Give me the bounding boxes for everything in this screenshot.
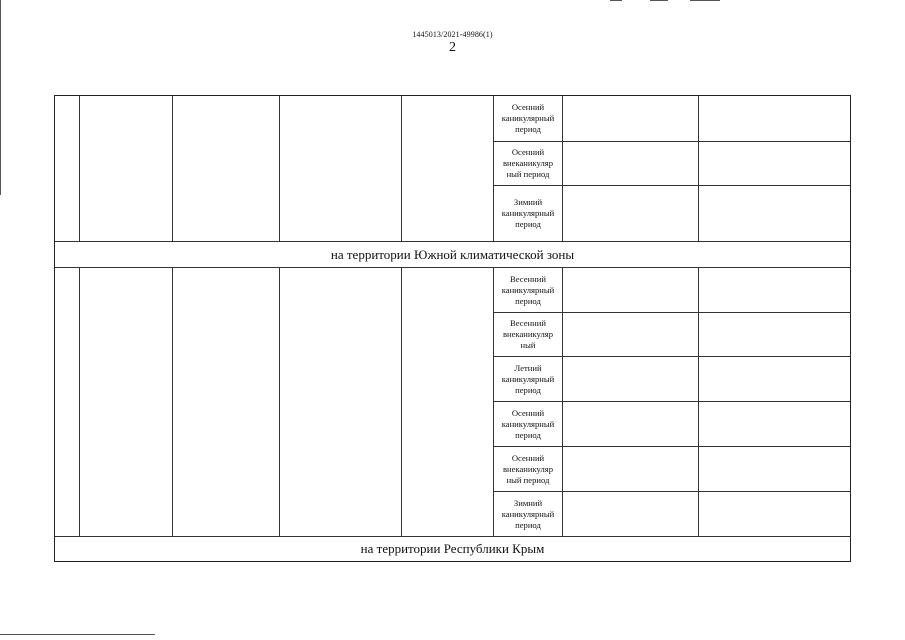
- period-line: каникулярный: [501, 208, 555, 218]
- period-line: Летний: [514, 362, 542, 373]
- period-line: период: [515, 295, 541, 306]
- period-line: период: [515, 384, 541, 395]
- period-line: Зимний: [513, 197, 543, 207]
- scan-edge-line: [0, 0, 1, 195]
- period-line: внеканикуляр: [502, 463, 554, 474]
- period-line: период: [515, 429, 541, 440]
- period-line: ный период: [506, 474, 550, 485]
- period-line: период: [515, 519, 541, 530]
- period-line: ный: [520, 340, 536, 350]
- period-cell: [494, 268, 562, 312]
- zone-heading-crimea: на территории Республики Крым: [360, 541, 545, 556]
- period-line: каникулярный: [501, 113, 555, 123]
- scan-edge-line: [690, 0, 720, 1]
- period-line: Осенний: [511, 102, 545, 112]
- period-cell: [494, 447, 562, 491]
- period-line: Зимний: [513, 497, 543, 508]
- period-line: Весенний: [510, 273, 546, 284]
- period-line: Весенний: [510, 318, 546, 328]
- period-line: каникулярный: [501, 418, 555, 429]
- period-cell: [494, 142, 562, 185]
- period-line: внеканикуляр: [502, 158, 554, 168]
- schedule-table: [54, 95, 851, 562]
- scan-edge-line: [0, 634, 155, 635]
- period-line: каникулярный: [501, 508, 555, 519]
- period-cell: [494, 492, 562, 536]
- scan-edge-line: [650, 0, 668, 1]
- period-line: Осенний: [511, 147, 545, 157]
- period-cell: [494, 186, 562, 241]
- period-line: период: [515, 219, 541, 229]
- period-line: Осенний: [511, 407, 545, 418]
- period-cell: [494, 402, 562, 446]
- period-line: период: [515, 124, 541, 134]
- period-cell: [494, 313, 562, 356]
- period-line: каникулярный: [501, 284, 555, 295]
- period-line: ный период: [506, 169, 550, 179]
- page-number: 2: [449, 40, 456, 55]
- scan-edge-line: [610, 0, 622, 1]
- period-line: внеканикуляр: [502, 329, 554, 339]
- period-cell: [494, 96, 562, 141]
- period-line: Осенний: [511, 452, 545, 463]
- period-cell: [494, 357, 562, 401]
- document-id: 1445013/2021-49986(1): [412, 30, 493, 39]
- zone-heading-south: на территории Южной климатической зоны: [330, 246, 575, 262]
- period-line: каникулярный: [501, 373, 555, 384]
